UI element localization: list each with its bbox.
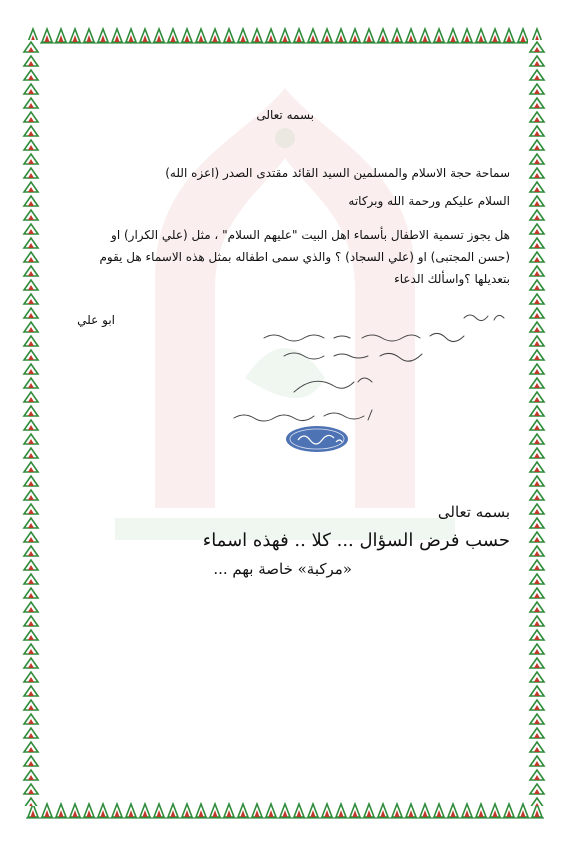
handwritten-reply bbox=[224, 300, 514, 440]
question-line-2: (حسن المجتبى) او (علي السجاد) ؟ والذي سمى اطفاله بمثل هذه الاسماء هل يقوم bbox=[99, 250, 510, 264]
answer-line-1: حسب فرض السؤال ... كلا .. فهذه اسماء bbox=[202, 530, 510, 551]
decorative-border-left bbox=[22, 40, 40, 806]
letter-question bbox=[90, 224, 510, 290]
answer-line-2: «مركبة» خاصة بهم ... bbox=[213, 560, 352, 578]
decorative-border-bottom bbox=[26, 801, 544, 819]
decorative-border-top bbox=[26, 26, 544, 44]
letter-heading: بسمه تعالى bbox=[256, 108, 314, 122]
seal-stamp-icon bbox=[284, 424, 350, 454]
answer-heading: بسمه تعالى bbox=[437, 503, 510, 521]
letter-addressee: سماحة حجة الاسلام والمسلمين السيد القائد مقتدى الصدر (اعزه الله) bbox=[165, 166, 510, 180]
letter-greeting: السلام عليكم ورحمة الله وبركاته bbox=[348, 194, 510, 208]
question-line-3: بتعديلها ؟واسألك الدعاء bbox=[394, 272, 510, 286]
letter-signature: ابو علي bbox=[77, 313, 115, 327]
decorative-border-right bbox=[528, 40, 546, 806]
question-line-1: هل يجوز تسمية الاطفال بأسماء اهل البيت "عليهم السلام" ، مثل (علي الكرار) او bbox=[111, 228, 510, 242]
